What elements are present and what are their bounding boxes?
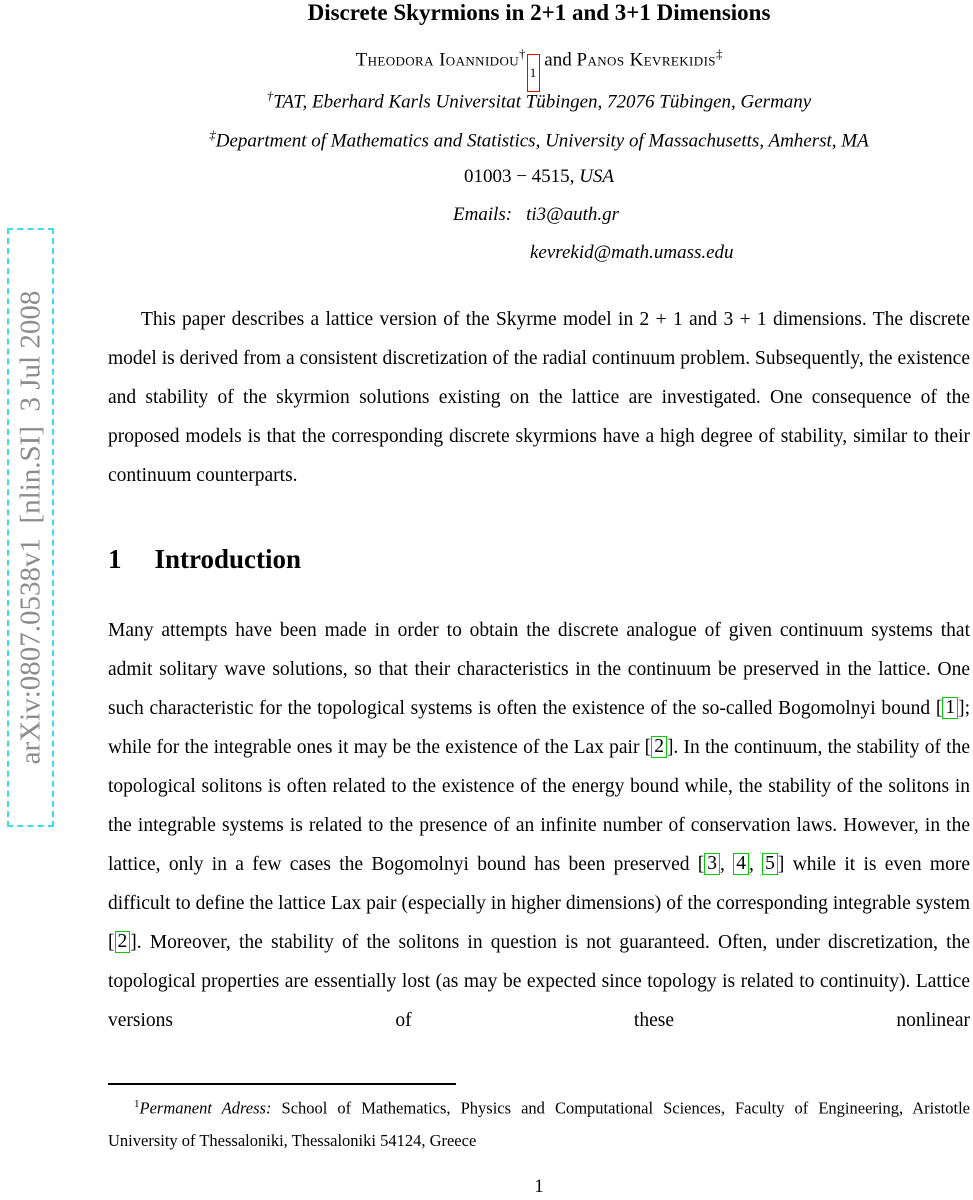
affiliation-1-text: TAT, Eberhard Karls Universitat Tübingen, 72076 Tübingen, Germany bbox=[273, 91, 812, 113]
citation-ref-5[interactable]: 5 bbox=[762, 853, 778, 875]
intro-text-3: ]. In the continuum, the stability of the topological solitons is often related to the existence of the energy bound while, the stability of the solitons in the integrable systems is related to the presence of an infinite number of conservation laws. However, in the lattice, only in a few cases the Bogomolnyi bound has been preserved [ bbox=[108, 737, 970, 875]
affiliation-country: USA bbox=[579, 166, 615, 187]
footnote-rule bbox=[108, 1083, 456, 1085]
email-address-2: kevrekid@math.umass.edu bbox=[530, 242, 734, 263]
section-number: 1 bbox=[108, 544, 122, 574]
emails-block bbox=[453, 196, 734, 272]
and-text: and bbox=[539, 49, 577, 71]
citation-ref-3[interactable]: 3 bbox=[704, 853, 720, 875]
emails-label: Emails: bbox=[453, 204, 513, 225]
affiliation-marker-ddagger: ‡ bbox=[715, 46, 723, 61]
section-heading bbox=[108, 544, 301, 575]
affiliation-1-marker: † bbox=[266, 88, 274, 103]
intro-paragraph bbox=[108, 611, 970, 1040]
paper-title: Discrete Skyrmions in 2+1 and 3+1 Dimensions bbox=[307, 0, 771, 25]
page-number: 1 bbox=[534, 1176, 544, 1197]
citation-ref-4[interactable]: 4 bbox=[733, 853, 749, 875]
footnote-marker: 1 bbox=[134, 1098, 140, 1110]
intro-text-2: ]; while for the integrable ones it may be the existence of the Lax pair [ bbox=[108, 698, 970, 758]
abstract-paragraph: This paper describes a lattice version of the Skyrme model in 2 + 1 and 3 + 1 dimensions. The discrete model is derived from a consistent discretization of the radial continuum problem. Subsequently, the existence and stability of the skyrmion solutions existing on the lattice are investigated. One consequence of the proposed models is that the corresponding discrete skyrmions have a high degree of stability, similar to their continuum counterparts. bbox=[108, 309, 970, 486]
arxiv-stamp-text: arXiv:0807.0538v1 [nlin.SI] 3 Jul 2008 bbox=[14, 290, 46, 765]
affiliation-zip: 01003 − 4515, bbox=[463, 166, 575, 187]
intro-text-4: ] while it is even more difficult to define the lattice Lax pair (especially in higher dimensions) of the corresponding integrable system [ bbox=[108, 854, 970, 953]
affiliation-2-text: Department of Mathematics and Statistics, University of Massachusetts, Amherst, MA bbox=[215, 130, 869, 152]
footnote-link-number: 1 bbox=[529, 65, 537, 81]
footnote-link[interactable] bbox=[527, 54, 540, 92]
author-2: Panos Kevrekidis bbox=[576, 49, 716, 71]
email-address-1: ti3@auth.gr bbox=[526, 204, 620, 225]
email-line-1 bbox=[453, 196, 734, 234]
affiliation-2-marker: ‡ bbox=[209, 127, 216, 142]
author-1: Theodora Ioannidou bbox=[355, 49, 520, 71]
affiliation-1 bbox=[108, 88, 970, 113]
citation-separator-1: , bbox=[720, 854, 734, 875]
author-line bbox=[108, 46, 970, 92]
affiliation-2-continued bbox=[108, 166, 970, 188]
arxiv-stamp bbox=[7, 228, 54, 827]
footnote-body: School of Mathematics, Physics and Computational Sciences, Faculty of Engineering, Aristotle University of Thessaloniki, Thessaloniki 54124, Greece bbox=[108, 1098, 970, 1150]
intro-text-1: Many attempts have been made in order to obtain the discrete analogue of given continuum systems that admit solitary wave solutions, so that their characteristics in the continuum be preserved in the lattice. One such characteristic for the topological systems is often the existence of the so-called Bogomolnyi bound [ bbox=[108, 620, 970, 719]
footnote-label: Permanent Adress: bbox=[139, 1098, 272, 1118]
citation-ref-2[interactable]: 2 bbox=[651, 736, 667, 758]
affiliation-marker-dagger: † bbox=[519, 46, 526, 61]
footnote-text bbox=[108, 1088, 970, 1157]
section-title: Introduction bbox=[154, 544, 302, 574]
citation-ref-1[interactable]: 1 bbox=[942, 697, 958, 719]
citation-separator-2: , bbox=[748, 854, 763, 875]
citation-ref-6[interactable]: 2 bbox=[115, 931, 131, 953]
paper-content bbox=[108, 0, 970, 1200]
affiliation-2 bbox=[108, 127, 970, 152]
intro-text-5: ]. Moreover, the stability of the solitons in question is not guaranteed. Often, under discretization, the topological properties are essentially lost (as may be expected since topology is related to continuity). Lattice versions of these nonlinear bbox=[108, 932, 970, 1031]
